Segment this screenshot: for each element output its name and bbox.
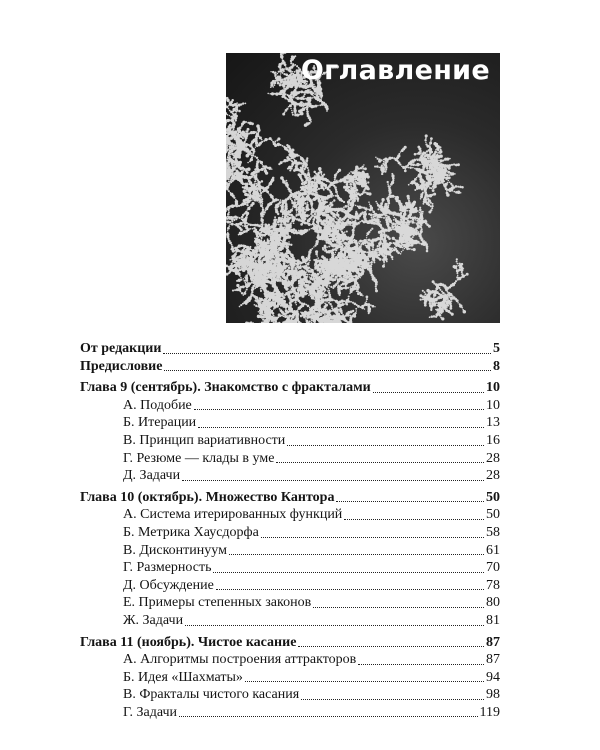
toc-page-number: 58 [486,524,500,540]
toc-page-number: 87 [486,634,500,650]
dot-leader [163,353,491,354]
toc-entry-title: А. Подобие [123,397,192,413]
toc-page-number: 28 [486,468,500,484]
dot-leader [198,427,484,428]
dot-leader [194,409,484,410]
fractal-dendrite-image [226,53,500,323]
toc-chapter-entry[interactable] [80,634,500,652]
toc-entry-title: Глава 11 (ноябрь). Чистое касание [80,634,297,650]
dot-leader [313,607,484,608]
dot-leader [261,537,484,538]
toc-section-entry[interactable] [80,651,500,669]
toc-entry-title: От редакции [80,341,162,356]
toc-page-number: 87 [486,652,500,668]
toc-page-number: 80 [486,595,500,611]
toc-entry-title: Б. Метрика Хаусдорфа [123,524,259,540]
toc-entry-title: Б. Идея «Шахматы» [123,669,243,685]
toc-page-number: 5 [493,341,500,356]
toc-section-entry[interactable] [80,524,500,542]
dot-leader [182,480,484,481]
toc-page-number: 50 [486,489,500,505]
toc-section-entry[interactable] [80,432,500,450]
dot-leader [216,589,484,590]
toc-entry-title: Е. Примеры степенных законов [123,595,312,611]
dot-leader [185,625,484,626]
toc-section-entry[interactable] [80,594,500,612]
toc-section-entry[interactable] [80,559,500,577]
toc-chapter-entry[interactable] [80,379,500,397]
dot-leader [344,519,484,520]
toc-section-entry[interactable] [80,686,500,704]
toc-entry-title: В. Дисконтинуум [123,542,227,558]
toc-entry-title: Д. Обсуждение [123,577,214,593]
toc-page-number: 78 [486,577,500,593]
toc-entry-title: В. Фракталы чистого касания [123,687,300,703]
toc-section-entry[interactable] [80,506,500,524]
toc-section-entry[interactable] [80,669,500,687]
toc-entry-title: Г. Задачи [123,704,178,720]
toc-entry-title: Ж. Задачи [123,612,184,628]
table-of-contents [80,340,500,721]
toc-page-number: 10 [486,397,500,413]
toc-chapter-entry[interactable] [80,489,500,507]
dot-leader [298,646,484,647]
toc-page-number: 119 [479,704,500,720]
toc-page-number: 10 [486,380,500,396]
toc-entry-title: А. Система итерированных функций [123,507,343,523]
toc-entry-title: Д. Задачи [123,468,181,484]
toc-section-entry[interactable] [80,704,500,722]
toc-section-entry[interactable] [80,414,500,432]
toc-section-entry[interactable] [80,577,500,595]
dot-leader [336,501,484,502]
toc-section-entry[interactable] [80,450,500,468]
toc-page-number: 61 [486,542,500,558]
toc-page-number: 81 [486,612,500,628]
toc-section-entry[interactable] [80,542,500,560]
toc-page-number: 28 [486,450,500,466]
toc-entry-title: Б. Итерации [123,415,197,431]
toc-section-entry[interactable] [80,467,500,485]
toc-entry-title: Глава 10 (октябрь). Множество Кантора [80,489,335,505]
toc-page-number: 98 [486,687,500,703]
dot-leader [213,572,484,573]
toc-section-entry[interactable] [80,397,500,415]
dot-leader [287,445,484,446]
dot-leader [179,716,477,717]
dot-leader [276,462,484,463]
dot-leader [373,392,484,393]
page-title: Оглавление [300,55,490,86]
toc-entry-title: В. Принцип вариативности [123,432,286,448]
toc-section-entry[interactable] [80,612,500,630]
dot-leader [164,370,491,371]
toc-page-number: 13 [486,415,500,431]
toc-page-number: 94 [486,669,500,685]
toc-page-number: 8 [493,358,500,374]
dot-leader [245,681,484,682]
dot-leader [358,664,484,665]
toc-entry-title: Глава 9 (сентябрь). Знакомство с фракталами [80,380,371,396]
toc-page-number: 16 [486,432,500,448]
toc-chapter-entry[interactable] [80,340,500,358]
dot-leader [229,554,484,555]
toc-entry-title: Предисловие [80,358,163,374]
dot-leader [301,699,484,700]
fractal-header-image [226,53,500,323]
toc-chapter-entry[interactable] [80,358,500,376]
toc-entry-title: А. Алгоритмы построения аттракторов [123,652,357,668]
toc-entry-title: Г. Резюме — клады в уме [123,450,275,466]
toc-entry-title: Г. Размерность [123,560,212,576]
toc-page-number: 70 [486,560,500,576]
toc-page-number: 50 [486,507,500,523]
